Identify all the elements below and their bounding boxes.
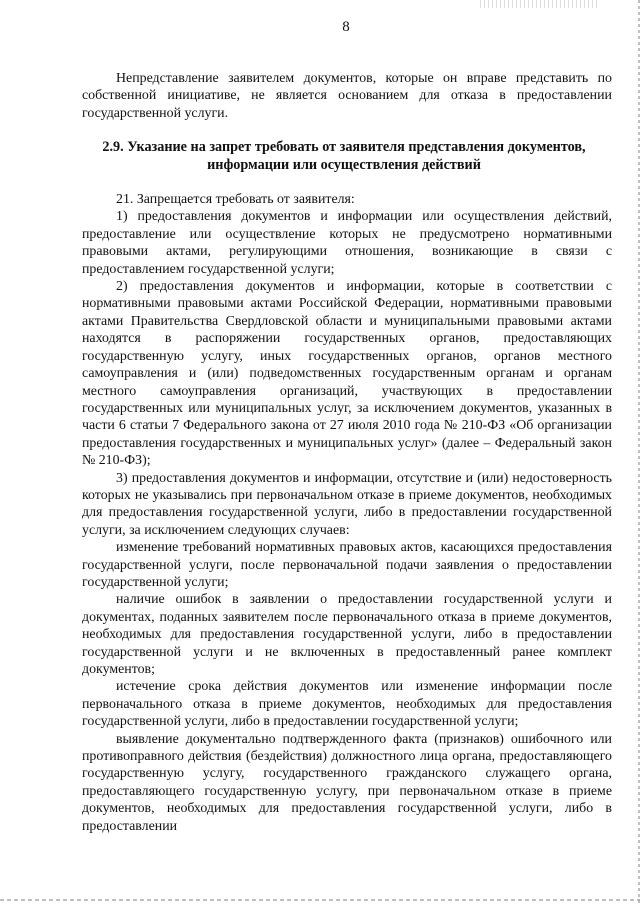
paragraph: истечение срока действия документов или изменение информации после первоначального отказа в приеме документов, необходимых для предоставления государственной услуги, либо в предоставлении государственной услуги; (82, 679, 612, 730)
intro-paragraph: Непредставление заявителем документов, которые он вправе представить по собственной инициативе, не является основанием для отказа в предоставлении государственной услуги. (82, 71, 612, 121)
paragraph: 21. Запрещается требовать от заявителя: (116, 192, 355, 208)
paragraph: выявление документально подтвержденного факта (признаков) ошибочного или противоправного действия (бездействия) должностного лица органа, предоставляющего государственную услугу, государственного гражданского служащего органа, предоставляющего государственную услугу, при первоначальном отказе в приеме документов, необходимых для предоставления государственной услуги, либо в предоставлении (82, 731, 612, 834)
paragraph: 1) предоставления документов и информации или осуществления действий, предоставление или осуществление которых не предусмотрено нормативными правовыми актами, регулирующими отношения, возникающие в связи с предоставлением государственной услуги; (82, 209, 612, 277)
paragraph: 3) предоставления документов и информации, отсутствие и (или) недостоверность которых не указывались при первоначальном отказе в приеме документов, необходимых для предоставления государственной услуги, либо в предоставлении государственной услуги, за исключением следующих случаев: (82, 470, 612, 538)
section-heading: 2.9. Указание на запрет требовать от заявителя представления документов, информации или осуществления действий (102, 139, 586, 173)
page-number: 8 (342, 19, 350, 35)
scan-artifact (480, 0, 600, 8)
scan-edge (0, 899, 640, 901)
paragraph: наличие ошибок в заявлении о предоставлении государственной услуги и документах, поданных заявителем после первоначального отказа в приеме документов, необходимых для предоставления государственной услуги, либо в предоставлении государственной услуги и не включенных в предоставленный ранее комплект документов; (82, 592, 612, 677)
paragraph: изменение требований нормативных правовых актов, касающихся предоставления государственной услуги, после первоначальной подачи заявления о предоставлении государственной услуги; (82, 540, 612, 590)
document-body (82, 70, 612, 835)
paragraph: 2) предоставления документов и информации, которые в соответствии с нормативными правовыми актами Российской Федерации, нормативными правовыми актами Правительства Свердловской области и муниципальными правовыми актами находятся в распоряжении государственных органов, предоставляющих государственную услугу, иных государственных органов, органов местного самоуправления и (или) подведомственных государственным органам и органам местного самоуправления организаций, участвующих в предоставлении государственных или муниципальных услуг, за исключением документов, указанных в части 6 статьи 7 Федерального закона от 27 июля 2010 года № 210-ФЗ «Об организации предоставления государственных и муниципальных услуг» (далее – Федеральный закон № 210-ФЗ); (82, 279, 612, 469)
